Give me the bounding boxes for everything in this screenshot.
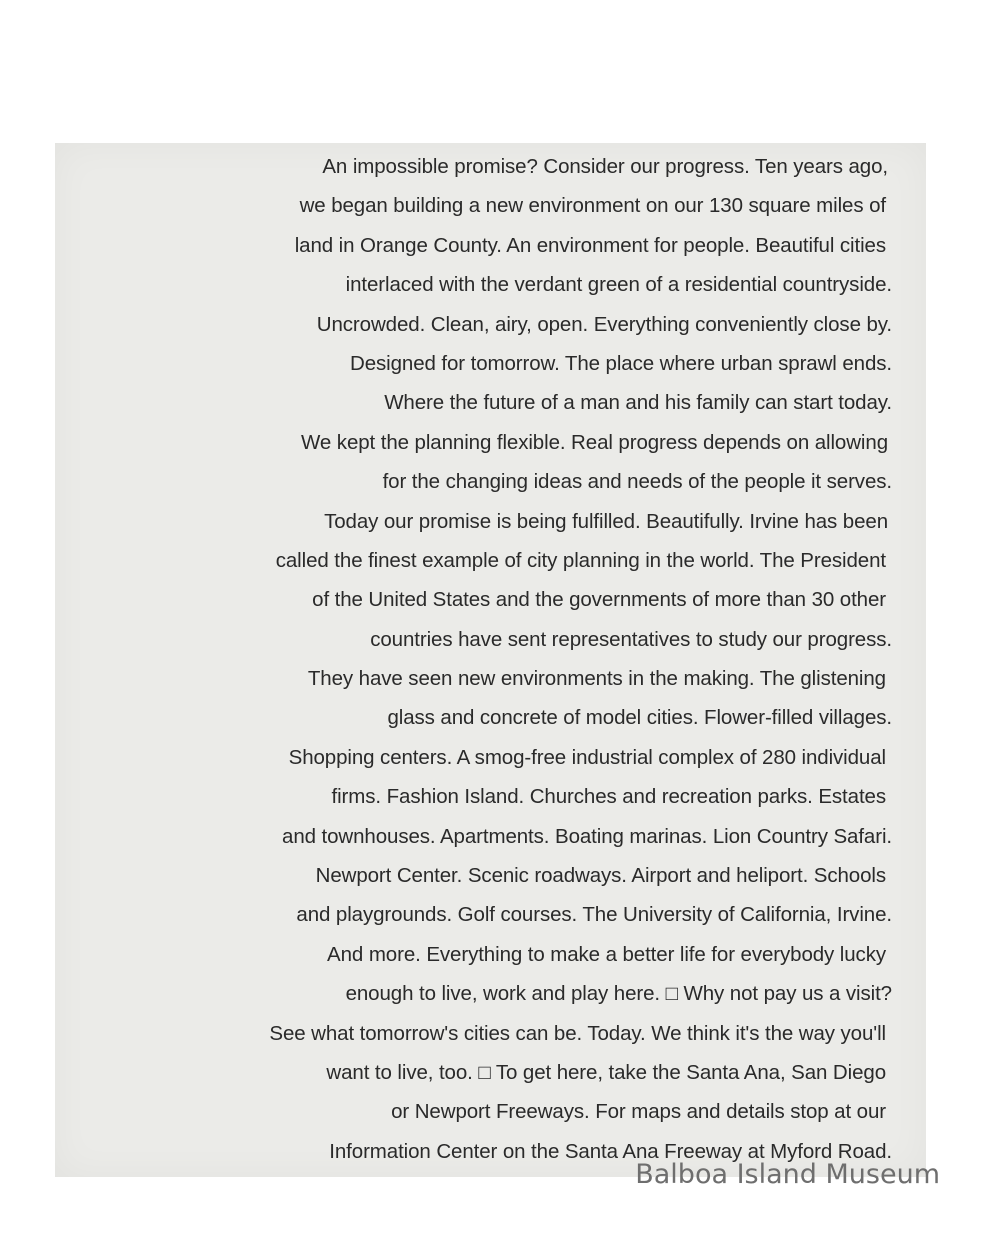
text-line: Shopping centers. A smog-free industrial complex of 280 individual (288, 745, 886, 769)
text-line: We kept the planning flexible. Real progress depends on allowing (301, 430, 888, 454)
scanned-page (55, 143, 926, 1177)
text-line: Designed for tomorrow. The place where urban sprawl ends. (349, 351, 892, 375)
text-line: Today our promise is being fulfilled. Beautifully. Irvine has been (324, 509, 888, 533)
text-line: firms. Fashion Island. Churches and recreation parks. Estates (331, 785, 886, 809)
text-line: countries have sent representatives to study our progress. (370, 627, 892, 651)
text-line: and townhouses. Apartments. Boating marinas. Lion Country Safari. (282, 824, 892, 848)
text-line: we began building a new environment on our 130 square miles of (299, 194, 886, 218)
text-line: Where the future of a man and his family can start today. (384, 391, 892, 415)
text-line: They have seen new environments in the making. The glistening (307, 667, 886, 691)
text-line: Uncrowded. Clean, airy, open. Everything conveniently close by. (316, 312, 892, 336)
text-line: enough to live, work and play here. □ Why not pay us a visit? (345, 982, 892, 1006)
text-line: for the changing ideas and needs of the people it serves. (382, 470, 892, 494)
text-line: land in Orange County. An environment for people. Beautiful cities (294, 233, 886, 257)
text-line: And more. Everything to make a better life for everybody lucky (327, 942, 886, 966)
text-line: Newport Center. Scenic roadways. Airport and heliport. Schools (315, 864, 886, 888)
text-line: glass and concrete of model cities. Flower-filled villages. (387, 706, 892, 730)
text-line: of the United States and the governments of more than 30 other (312, 588, 886, 612)
text-line: interlaced with the verdant green of a residential countryside. (345, 273, 892, 297)
museum-watermark: Balboa Island Museum (635, 1159, 940, 1190)
text-line: called the finest example of city planning in the world. The President (275, 548, 886, 572)
text-line: See what tomorrow's cities can be. Today. We think it's the way you'll (269, 1021, 886, 1045)
text-line: and playgrounds. Golf courses. The University of California, Irvine. (296, 903, 892, 927)
ad-copy-text (55, 147, 926, 1171)
text-line: An impossible promise? Consider our progress. Ten years ago, (322, 155, 888, 178)
text-line: Information Center on the Santa Ana Freeway at Myford Road. (329, 1139, 892, 1163)
text-line: want to live, too. □ To get here, take the Santa Ana, San Diego (326, 1060, 886, 1084)
text-line: or Newport Freeways. For maps and details stop at our (391, 1100, 886, 1124)
